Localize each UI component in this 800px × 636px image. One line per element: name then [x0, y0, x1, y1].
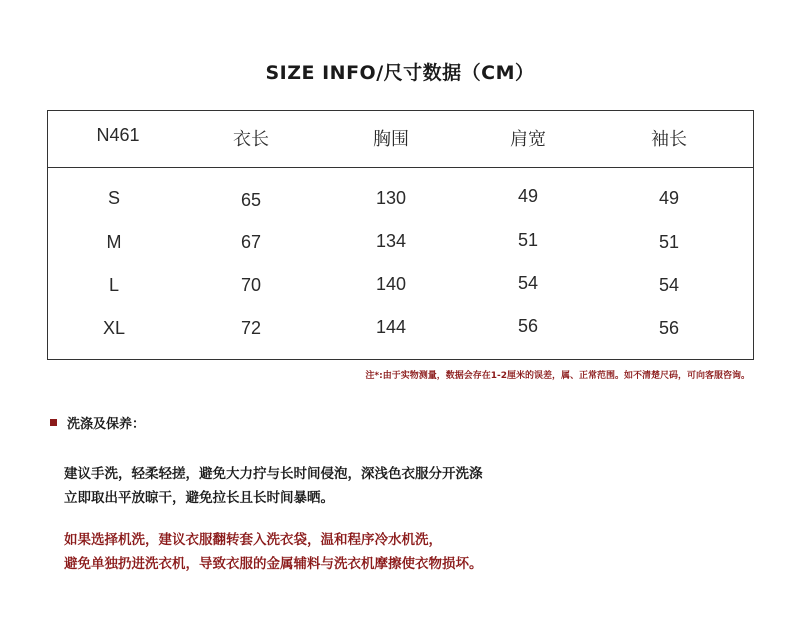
header-cell-shoulder: 肩宽 — [510, 129, 546, 149]
table-cell: L — [108, 275, 119, 295]
care-heading — [50, 413, 145, 432]
table-cell: 56 — [517, 316, 539, 336]
table-cell: 70 — [240, 275, 262, 295]
table-cell: S — [107, 188, 120, 208]
header-cell-model: N461 — [96, 125, 140, 145]
table-cell: 65 — [240, 190, 262, 210]
instruction-line: 立即取出平放晾干，避免拉长且长时间暴晒。 — [64, 490, 334, 506]
table-cell: M — [106, 232, 122, 252]
table-cell: 72 — [240, 318, 262, 338]
table-cell: 130 — [375, 188, 407, 208]
bullet-square-icon — [50, 419, 57, 426]
table-cell: 51 — [517, 230, 539, 250]
instruction-line: 如果选择机洗，建议衣服翻转套入洗衣袋，温和程序冷水机洗， — [64, 532, 442, 548]
size-table — [47, 110, 754, 360]
page-title: SIZE INFO/尺寸数据（CM） — [265, 62, 535, 84]
machine-wash-instructions — [64, 528, 483, 576]
header-cell-length: 衣长 — [233, 129, 269, 149]
table-cell: XL — [102, 318, 126, 338]
header-cell-chest: 胸围 — [373, 129, 409, 149]
table-cell: 144 — [375, 317, 407, 337]
instruction-line: 建议手洗，轻柔轻搓，避免大力拧与长时间侵泡，深浅色衣服分开洗涤 — [64, 466, 483, 482]
table-cell: 67 — [240, 232, 262, 252]
table-cell: 54 — [517, 273, 539, 293]
header-cell-sleeve: 袖长 — [651, 129, 687, 149]
table-header-divider — [48, 167, 753, 168]
table-cell: 56 — [658, 318, 680, 338]
table-cell: 54 — [658, 275, 680, 295]
table-cell: 49 — [517, 186, 539, 206]
measurement-note: 注*:由于实物测量，数据会存在1-2厘米的误差，属、正常范围。如不清楚尺码，可向客服咨询。 — [365, 371, 750, 381]
instruction-line: 避免单独扔进洗衣机，导致衣服的金属辅料与洗衣机摩擦使衣物损坏。 — [64, 556, 483, 572]
hand-wash-instructions — [64, 462, 483, 510]
table-cell: 49 — [658, 188, 680, 208]
table-cell: 140 — [375, 274, 407, 294]
care-heading-text: 洗涤及保养： — [67, 417, 146, 432]
table-cell: 51 — [658, 232, 680, 252]
table-cell: 134 — [375, 231, 407, 251]
